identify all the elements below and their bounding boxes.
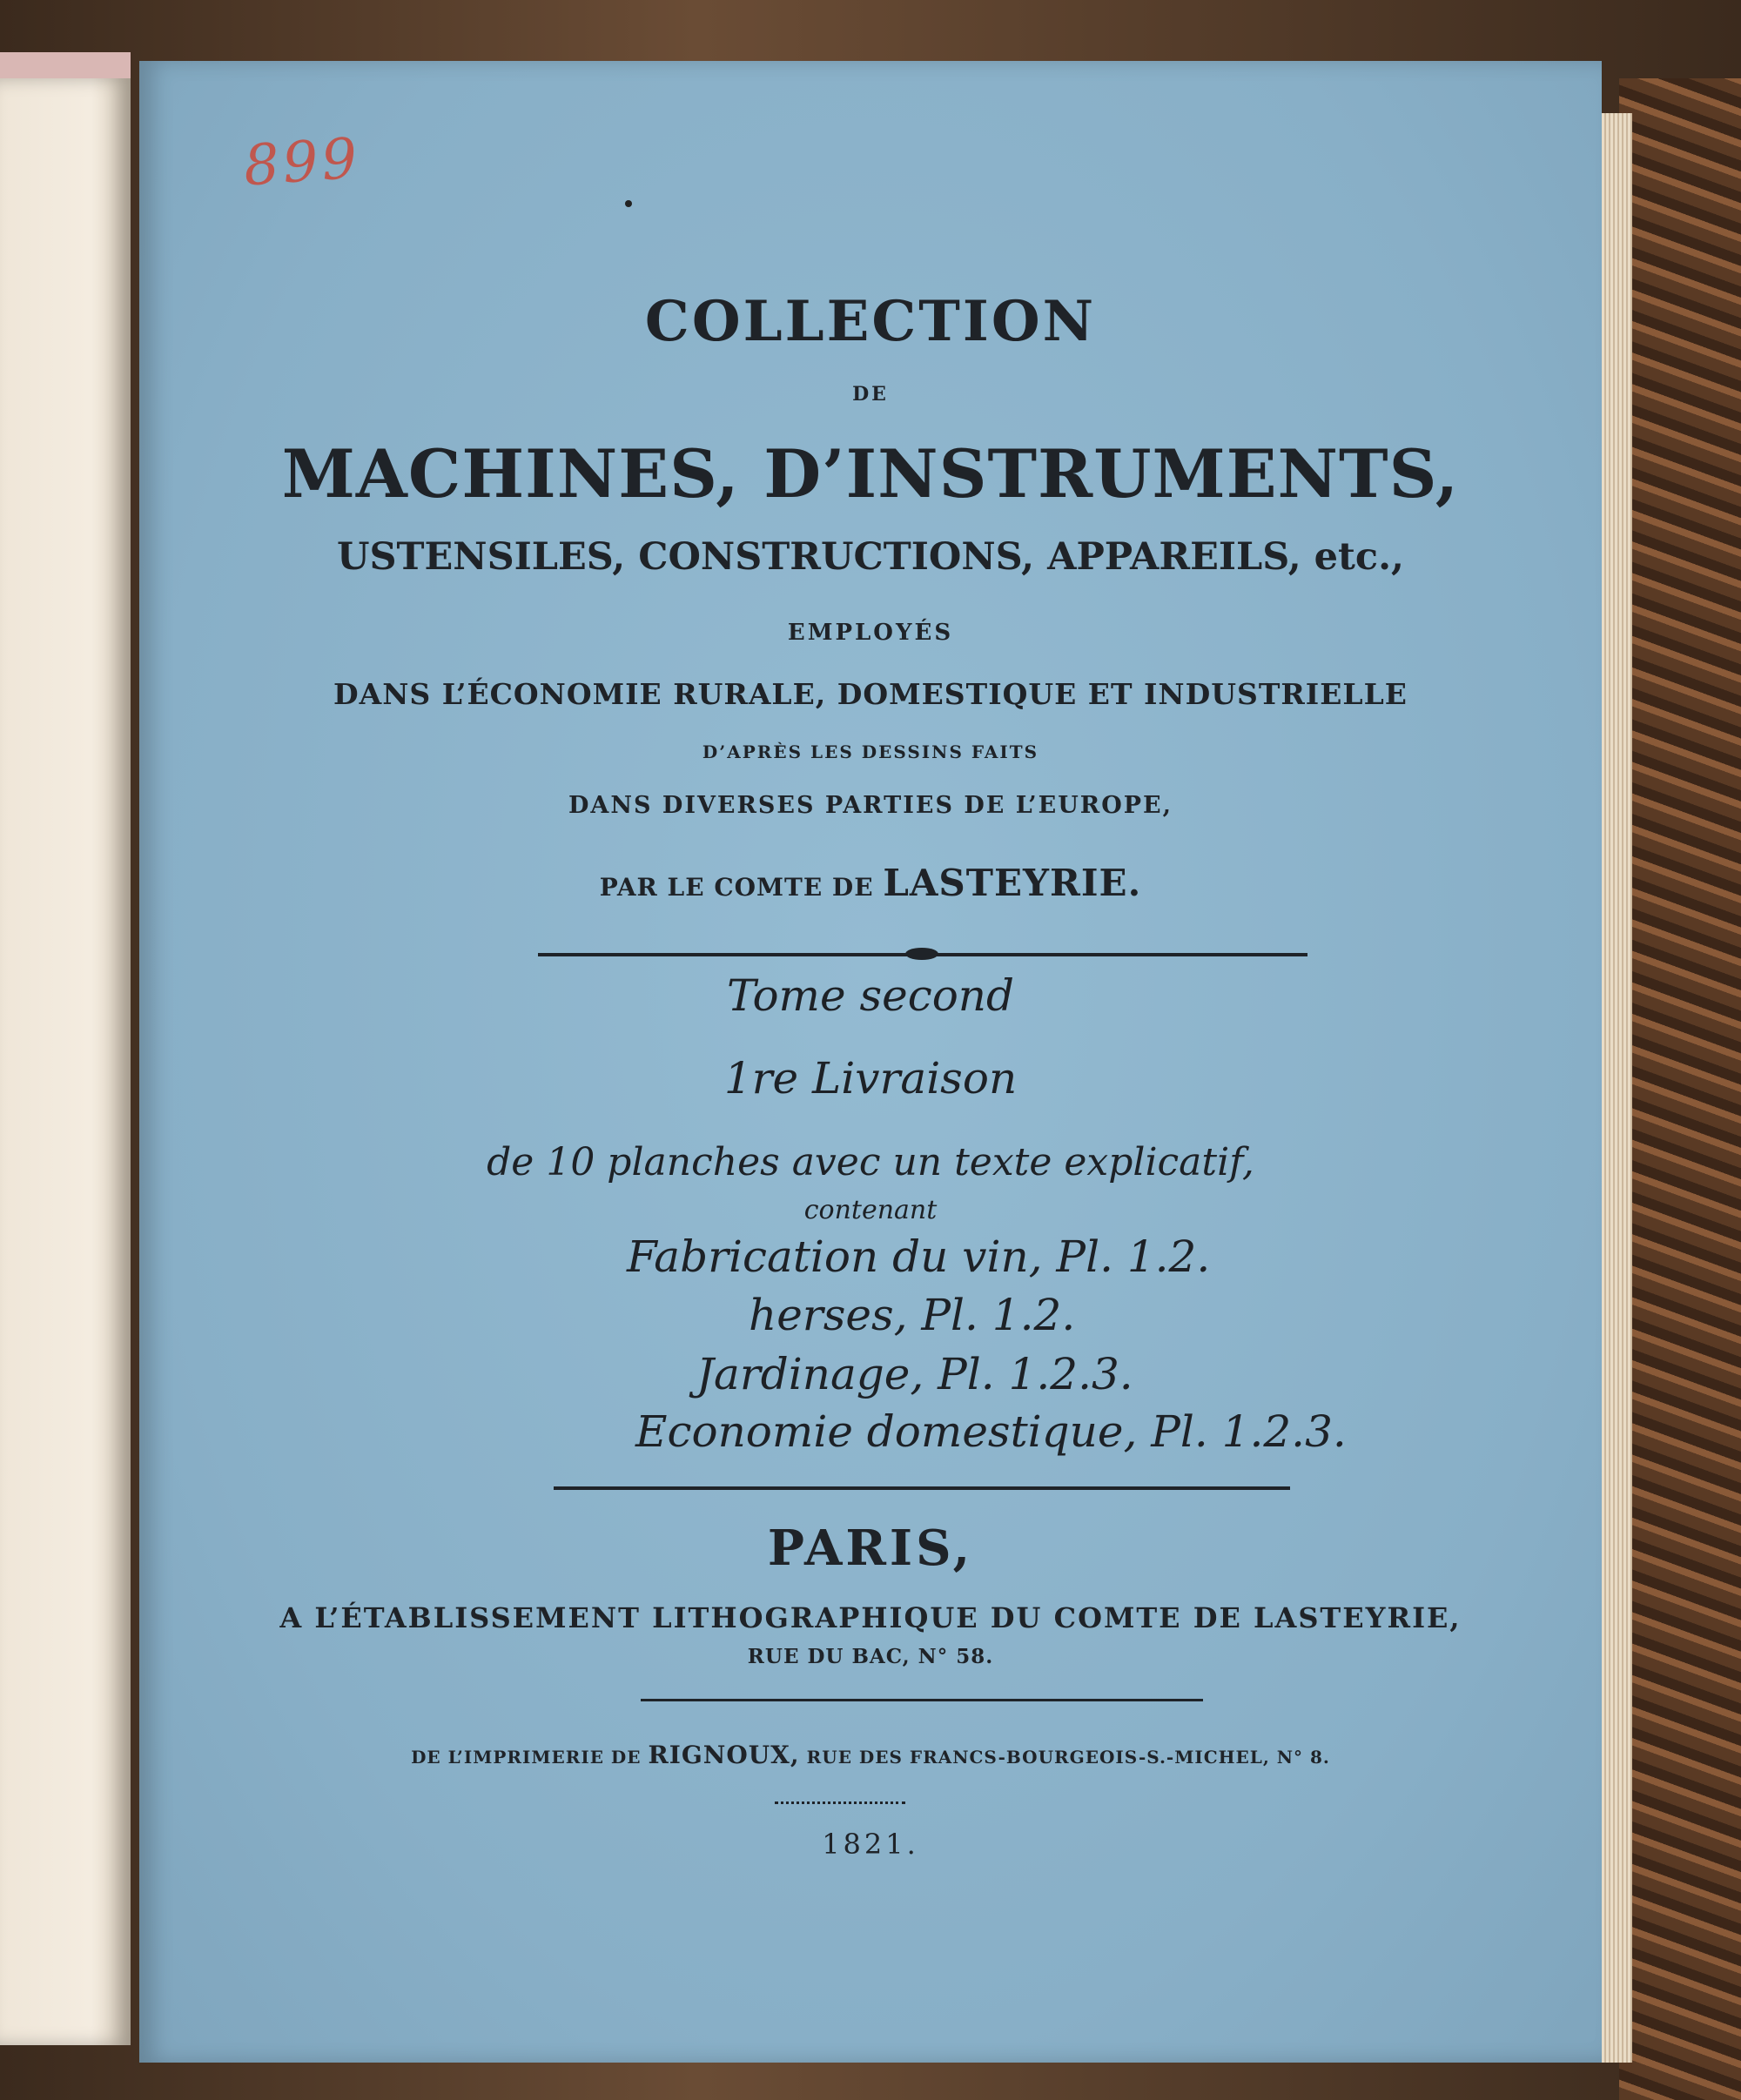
handwritten-item: Jardinage, Pl. 1.2.3. xyxy=(696,1349,1133,1399)
dotted-rule xyxy=(775,1801,905,1807)
title-employes: EMPLOYÉS xyxy=(787,620,954,646)
handwritten-contenant: contenant xyxy=(803,1195,938,1225)
divider-rule xyxy=(641,1699,1203,1701)
title-par: PAR LE COMTE DE xyxy=(599,873,874,902)
divider-rule xyxy=(554,1486,1290,1490)
shelfmark: 899 xyxy=(241,126,363,199)
imprint-city: PARIS, xyxy=(767,1520,974,1577)
title-collection: COLLECTION xyxy=(644,289,1097,354)
printer-name: RIGNOUX, xyxy=(648,1741,800,1769)
title-machines: MACHINES, D’INSTRUMENTS, xyxy=(281,435,1460,513)
publication-year: 1821. xyxy=(822,1828,919,1861)
handwritten-tome: Tome second xyxy=(726,970,1015,1021)
imprint-address: RUE DU BAC, N° 58. xyxy=(747,1645,994,1668)
title-ustensiles: USTENSILES, CONSTRUCTIONS, APPAREILS, etc., xyxy=(336,535,1405,579)
handwritten-item: Economie domestique, Pl. 1.2.3. xyxy=(635,1406,1347,1457)
title-economie: DANS L’ÉCONOMIE RURALE, DOMESTIQUE ET INDUSTRIELLE xyxy=(333,677,1408,711)
handwritten-item: Fabrication du vin, Pl. 1.2. xyxy=(627,1231,1211,1282)
handwritten-livraison: 1re Livraison xyxy=(723,1053,1018,1104)
title-page xyxy=(139,61,1602,2063)
flyleaf-page xyxy=(0,78,131,2045)
title-diverses: DANS DIVERSES PARTIES DE L’EUROPE, xyxy=(568,792,1173,819)
title-de: DE xyxy=(852,383,889,406)
ink-dot xyxy=(625,200,632,207)
title-dapres: D’APRÈS LES DESSINS FAITS xyxy=(702,741,1039,762)
author-name: LASTEYRIE. xyxy=(883,862,1142,904)
title-author-line xyxy=(139,862,1602,904)
marbled-cover xyxy=(1619,78,1741,2100)
ornamental-rule-center xyxy=(905,948,938,960)
printer-suffix: RUE DES FRANCS-BOURGEOIS-S.-MICHEL, N° 8. xyxy=(806,1747,1330,1768)
handwritten-item: herses, Pl. 1.2. xyxy=(749,1290,1076,1340)
imprint-establishment: A L’ÉTABLISSEMENT LITHOGRAPHIQUE DU COMTE DE LASTEYRIE, xyxy=(279,1601,1462,1634)
handwritten-planches: de 10 planches avec un texte explicatif, xyxy=(487,1140,1254,1184)
printer-prefix: DE L’IMPRIMERIE DE xyxy=(411,1747,642,1768)
printer-line xyxy=(139,1741,1602,1769)
